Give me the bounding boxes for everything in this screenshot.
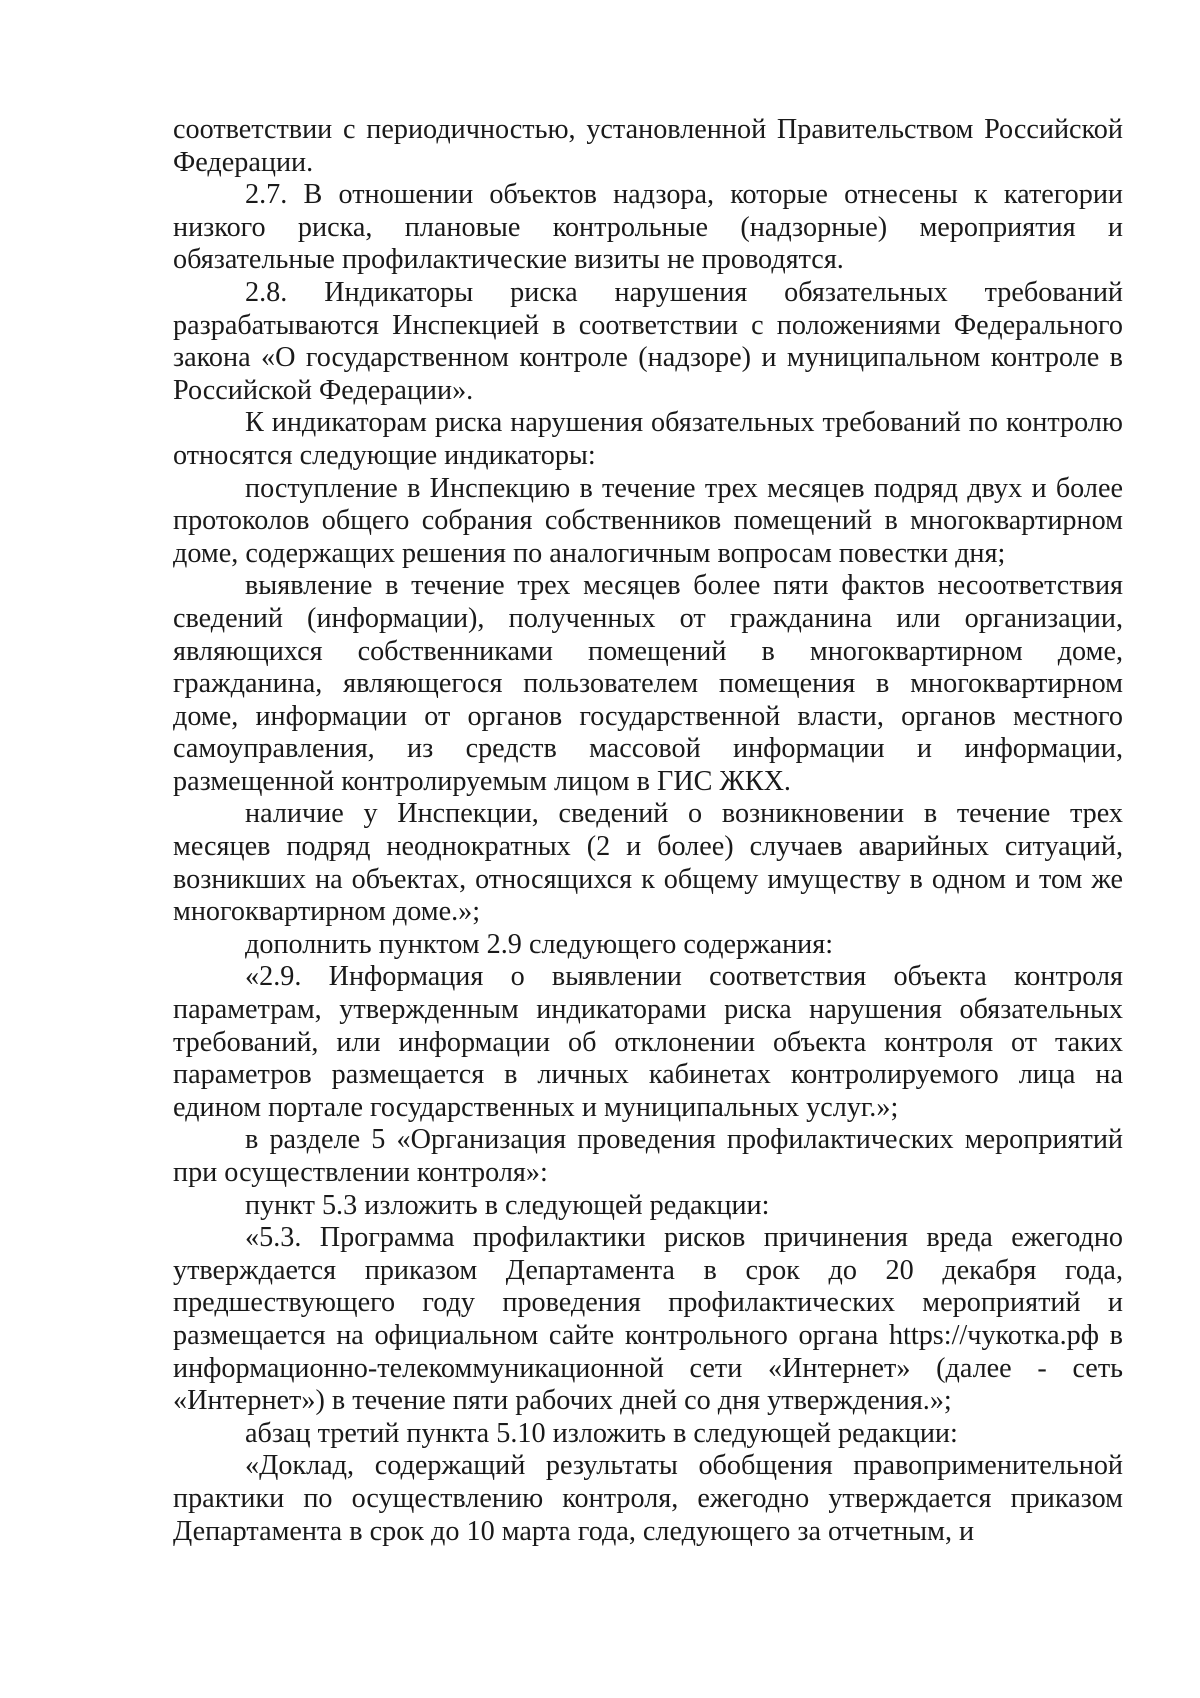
paragraph-5-10: «Доклад, содержащий результаты обобщения правоприменительной практики по осуществлению контроля, ежегодно утверждается приказом Департамента в срок до 10 марта года, следующего за отчетным, и <box>173 1450 1123 1547</box>
paragraph-indicator-1: поступление в Инспекцию в течение трех месяцев подряд двух и более протоколов общего собрания собственников помещений в многоквартирном доме, содержащих решения по аналогичным вопросам повестки дня; <box>173 472 1123 569</box>
paragraph-2-7: 2.7. В отношении объектов надзора, которые отнесены к категории низкого риска, плановые контрольные (надзорные) мероприятия и обязательные профилактические визиты не проводятся. <box>173 179 1123 276</box>
paragraph-5-10-intro: абзац третий пункта 5.10 изложить в следующей редакции: <box>245 1417 958 1449</box>
paragraph-section-5: в разделе 5 «Организация проведения профилактических мероприятий при осуществлении контроля»: <box>173 1124 1123 1188</box>
paragraph-indicators-intro: К индикаторам риска нарушения обязательных требований по контролю относятся следующие индикаторы: <box>173 407 1123 471</box>
paragraph-add-2-9: дополнить пунктом 2.9 следующего содержания: <box>245 928 834 960</box>
document-page <box>173 114 1123 1548</box>
paragraph-5-3: «5.3. Программа профилактики рисков причинения вреда ежегодно утверждается приказом Департамента в срок до 20 декабря года, предшествующего году проведения профилактических мероприятий и размещается на официальном сайте контрольного органа https://чукотка.рф в информационно-телекоммуникационной сети «Интернет» (далее - сеть «Интернет») в течение пяти рабочих дней со дня утверждения.»; <box>173 1222 1123 1417</box>
paragraph-2-8: 2.8. Индикаторы риска нарушения обязательных требований разрабатываются Инспекцией в соответствии с положениями Федерального закона «О государственном контроле (надзоре) и муниципальном контроле в Российской Федерации». <box>173 276 1123 406</box>
paragraph-indicator-2: выявление в течение трех месяцев более пяти фактов несоответствия сведений (информации), полученных от гражданина или организации, являющихся собственниками помещений в многоквартирном доме, гражданина, являющегося пользователем помещения в многоквартирном доме, информации от органов государственной власти, органов местного самоуправления, из средств массовой информации и информации, размещенной контролируемым лицом в ГИС ЖКХ. <box>173 570 1123 797</box>
paragraph-indicator-3: наличие у Инспекции, сведений о возникновении в течение трех месяцев подряд неоднократных (2 и более) случаев аварийных ситуаций, возникших на объектах, относящихся к общему имуществу в одном и том же многоквартирном доме.»; <box>173 798 1123 928</box>
paragraph-continuation: соответствии с периодичностью, установленной Правительством Российской Федерации. <box>173 114 1123 178</box>
paragraph-2-9: «2.9. Информация о выявлении соответствия объекта контроля параметрам, утвержденным индикаторами риска нарушения обязательных требований, или информации об отклонении объекта контроля от таких параметров размещается в личных кабинетах контролируемого лица на едином портале государственных и муниципальных услуг.»; <box>173 961 1123 1123</box>
paragraph-5-3-intro: пункт 5.3 изложить в следующей редакции: <box>245 1189 770 1221</box>
